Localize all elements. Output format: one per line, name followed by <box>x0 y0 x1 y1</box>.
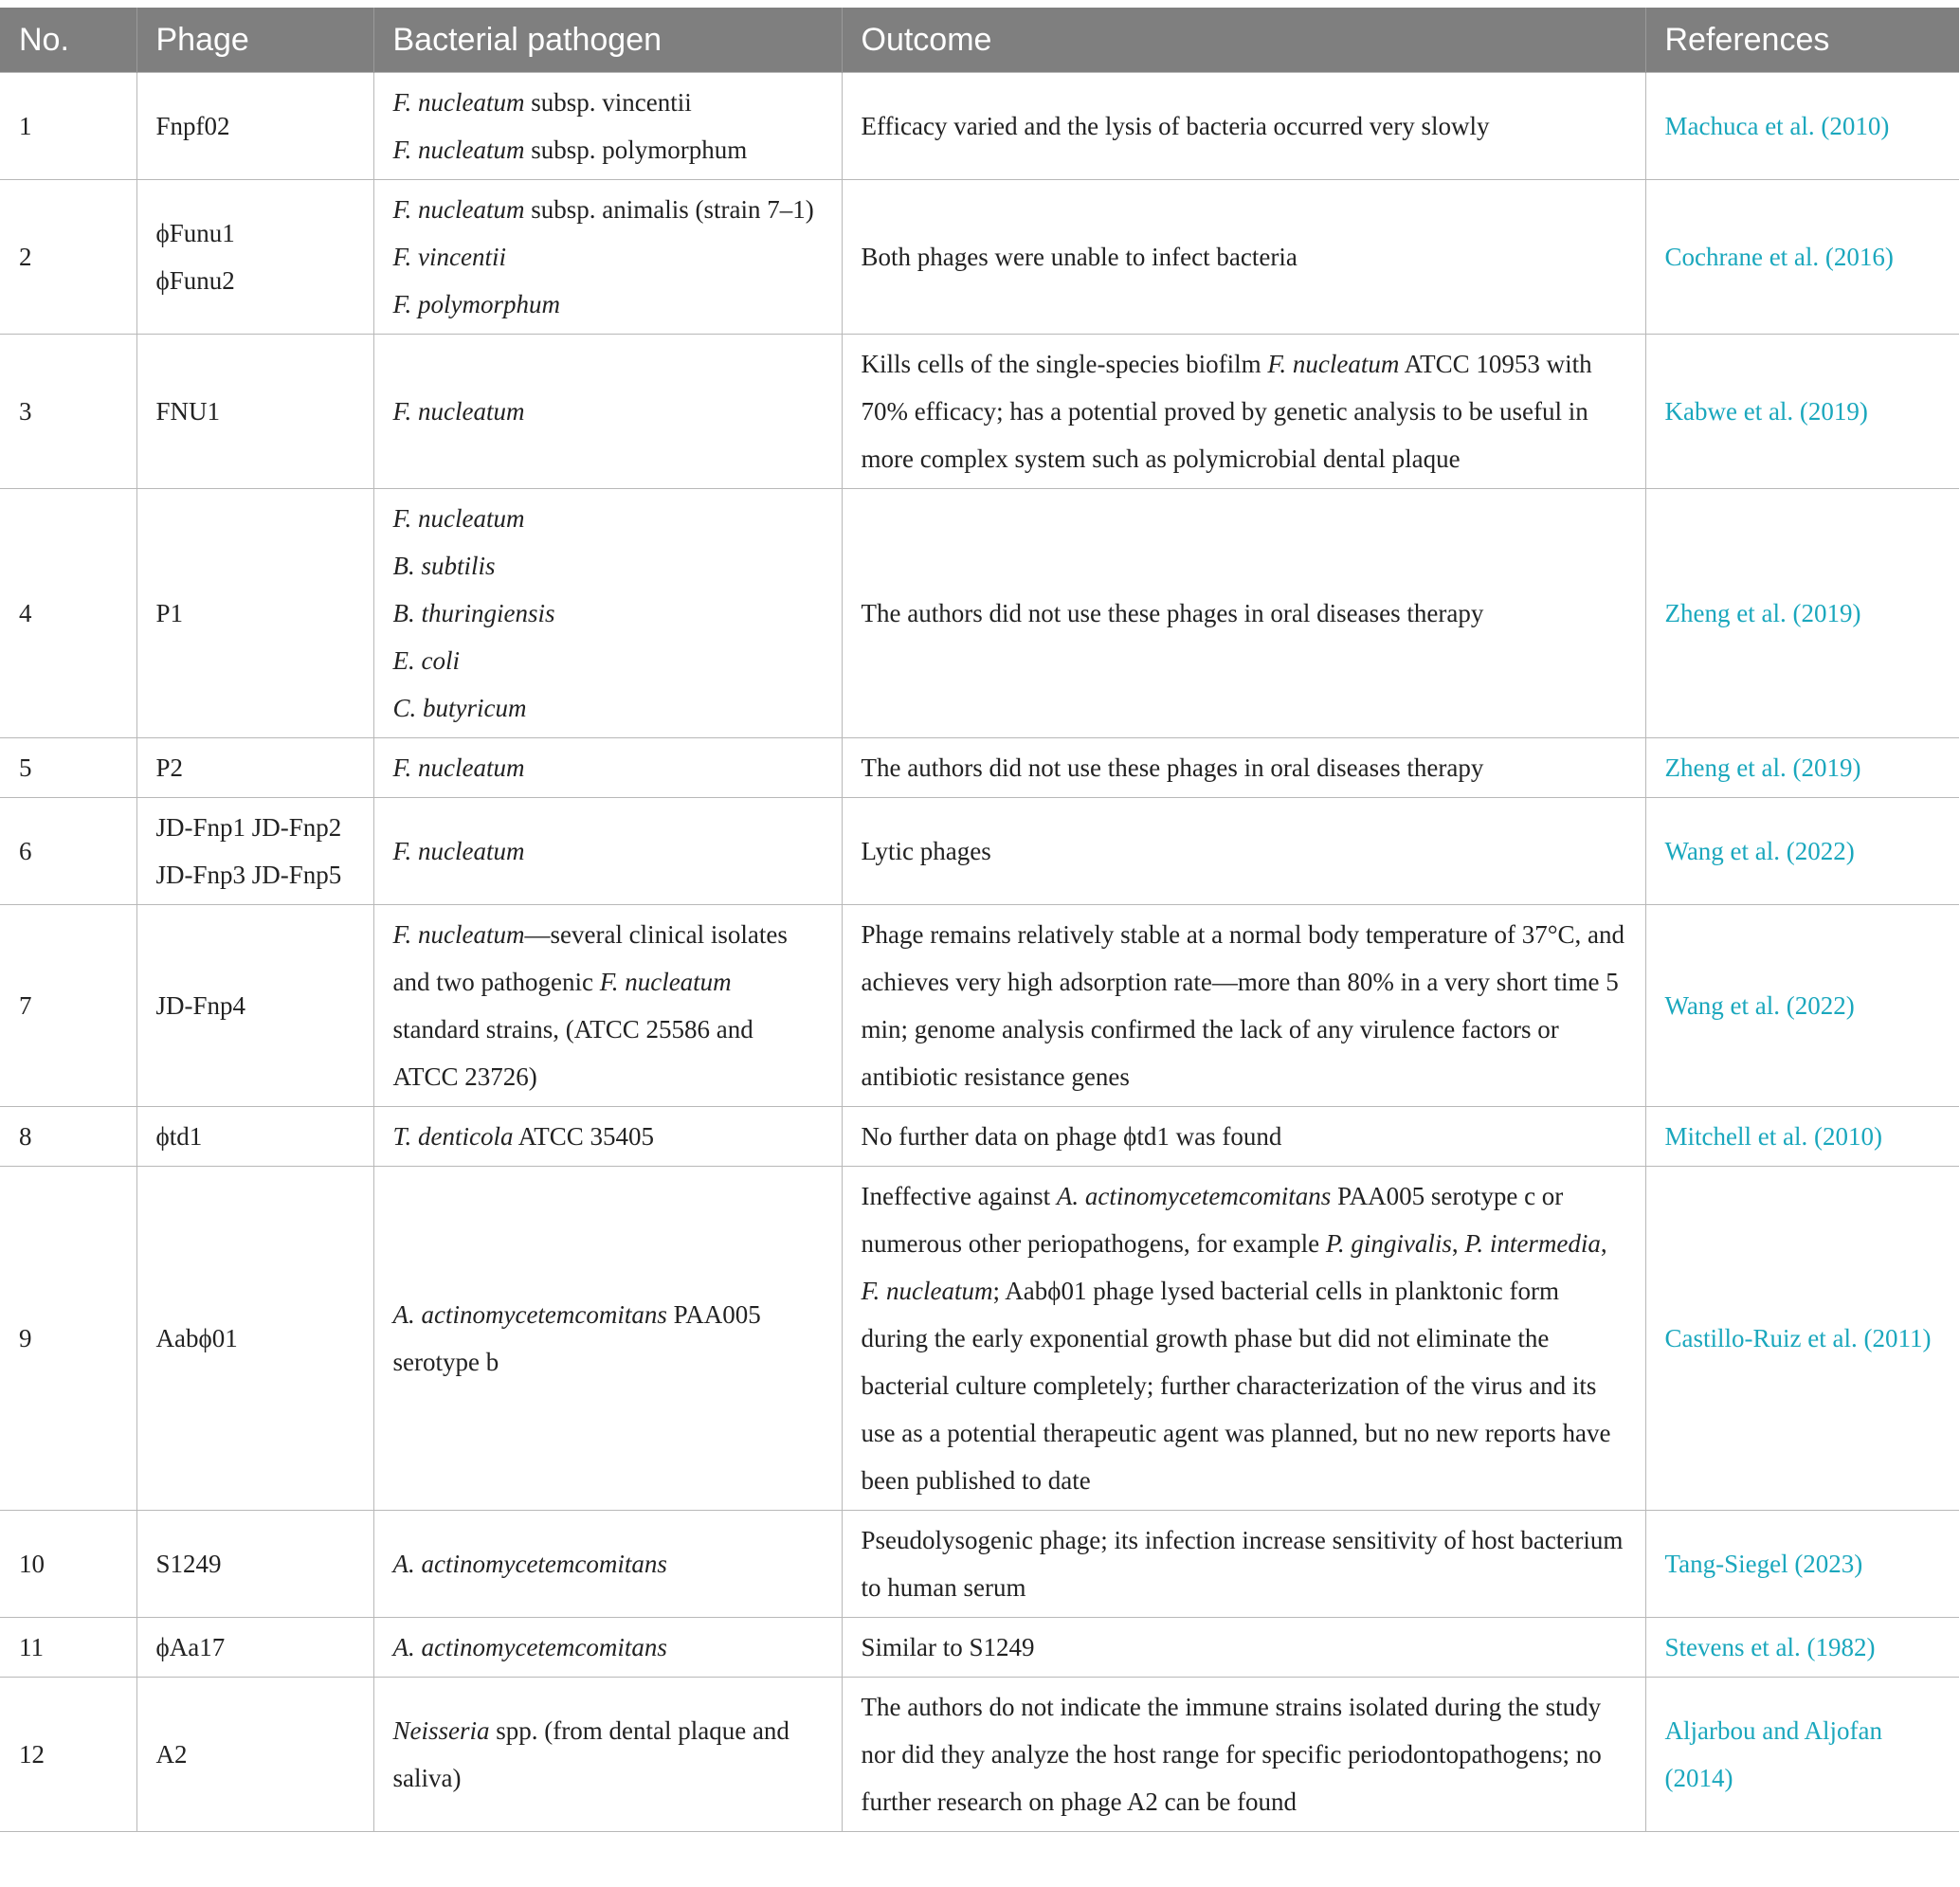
cell-reference-link[interactable]: Kabwe et al. (2019) <box>1645 335 1959 489</box>
cell-bacterial-pathogen: A. actinomycetemcomitans <box>373 1618 842 1678</box>
cell-reference-link[interactable]: Aljarbou and Aljofan (2014) <box>1645 1678 1959 1832</box>
table-row <box>0 905 1959 1107</box>
table-row <box>0 335 1959 489</box>
cell-phage <box>136 905 373 1107</box>
phage-name: ϕAa17 <box>155 1633 226 1661</box>
phage-name: JD-Fnp3 JD-Fnp5 <box>155 861 342 889</box>
cell-no: 3 <box>0 335 136 489</box>
cell-outcome: The authors did not use these phages in oral diseases therapy <box>842 738 1645 798</box>
table-row <box>0 1678 1959 1832</box>
phage-name: JD-Fnp1 JD-Fnp2 <box>155 813 342 842</box>
cell-reference-link[interactable]: Zheng et al. (2019) <box>1645 489 1959 738</box>
cell-phage <box>136 335 373 489</box>
phage-name: Fnpf02 <box>155 112 230 140</box>
cell-reference-link[interactable]: Stevens et al. (1982) <box>1645 1618 1959 1678</box>
cell-reference-link[interactable]: Wang et al. (2022) <box>1645 798 1959 905</box>
cell-bacterial-pathogen: F. nucleatum subsp. vincentii F. nucleatum subsp. polymorphum <box>373 73 842 180</box>
cell-phage <box>136 489 373 738</box>
cell-phage <box>136 1167 373 1511</box>
cell-bacterial-pathogen: F. nucleatum <box>373 335 842 489</box>
cell-outcome: Phage remains relatively stable at a normal body temperature of 37°C, and achieves very high adsorption rate—more than 80% in a very short time 5 min; genome analysis confirmed the lack of any virulence factors or antibiotic resistance genes <box>842 905 1645 1107</box>
header-phage: Phage <box>136 8 373 73</box>
cell-no: 10 <box>0 1511 136 1618</box>
cell-no: 9 <box>0 1167 136 1511</box>
table-body <box>0 73 1959 1832</box>
cell-outcome: The authors do not indicate the immune strains isolated during the study nor did they analyze the host range for specific periodontopathogens; no further research on phage A2 can be found <box>842 1678 1645 1832</box>
cell-bacterial-pathogen: F. nucleatum <box>373 738 842 798</box>
cell-outcome: Kills cells of the single-species biofilm F. nucleatum ATCC 10953 with 70% efficacy; has a potential proved by genetic analysis to be useful in more complex system such as polymicrobial dental plaque <box>842 335 1645 489</box>
cell-outcome: Similar to S1249 <box>842 1618 1645 1678</box>
phage-name: ϕtd1 <box>155 1122 203 1151</box>
table-row <box>0 738 1959 798</box>
phage-name: S1249 <box>155 1550 222 1578</box>
table-row <box>0 489 1959 738</box>
phage-name: P1 <box>155 599 184 627</box>
cell-phage <box>136 73 373 180</box>
header-outcome: Outcome <box>842 8 1645 73</box>
cell-bacterial-pathogen: A. actinomycetemcomitans PAA005 serotype b <box>373 1167 842 1511</box>
header-row <box>0 8 1959 73</box>
cell-reference-link[interactable]: Tang-Siegel (2023) <box>1645 1511 1959 1618</box>
table-row <box>0 1511 1959 1618</box>
cell-no: 5 <box>0 738 136 798</box>
header-no: No. <box>0 8 136 73</box>
phage-name: ϕFunu1 <box>155 219 235 247</box>
phage-name: JD-Fnp4 <box>155 991 246 1020</box>
cell-phage <box>136 798 373 905</box>
cell-reference-link[interactable]: Machuca et al. (2010) <box>1645 73 1959 180</box>
header-references: References <box>1645 8 1959 73</box>
cell-phage <box>136 1107 373 1167</box>
cell-bacterial-pathogen: Neisseria spp. (from dental plaque and saliva) <box>373 1678 842 1832</box>
phage-table <box>0 8 1959 1832</box>
cell-reference-link[interactable]: Mitchell et al. (2010) <box>1645 1107 1959 1167</box>
cell-no: 6 <box>0 798 136 905</box>
cell-phage <box>136 1678 373 1832</box>
cell-no: 7 <box>0 905 136 1107</box>
table-row <box>0 73 1959 180</box>
table-row <box>0 180 1959 335</box>
table-row <box>0 1167 1959 1511</box>
cell-outcome: Efficacy varied and the lysis of bacteria occurred very slowly <box>842 73 1645 180</box>
cell-reference-link[interactable]: Wang et al. (2022) <box>1645 905 1959 1107</box>
cell-phage <box>136 738 373 798</box>
table-row <box>0 1107 1959 1167</box>
table-row <box>0 1618 1959 1678</box>
cell-outcome: Lytic phages <box>842 798 1645 905</box>
cell-bacterial-pathogen: F. nucleatum <box>373 798 842 905</box>
cell-reference-link[interactable]: Castillo-Ruiz et al. (2011) <box>1645 1167 1959 1511</box>
cell-reference-link[interactable]: Cochrane et al. (2016) <box>1645 180 1959 335</box>
cell-bacterial-pathogen: F. nucleatum subsp. animalis (strain 7–1) F. vincentii F. polymorphum <box>373 180 842 335</box>
cell-phage <box>136 1511 373 1618</box>
cell-outcome: No further data on phage ϕtd1 was found <box>842 1107 1645 1167</box>
cell-no: 2 <box>0 180 136 335</box>
cell-reference-link[interactable]: Zheng et al. (2019) <box>1645 738 1959 798</box>
phage-name: ϕFunu2 <box>155 266 235 295</box>
cell-phage <box>136 180 373 335</box>
header-bacterial-pathogen: Bacterial pathogen <box>373 8 842 73</box>
cell-no: 8 <box>0 1107 136 1167</box>
cell-bacterial-pathogen: F. nucleatum—several clinical isolates and two pathogenic F. nucleatum standard strains, (ATCC 25586 and ATCC 23726) <box>373 905 842 1107</box>
cell-phage <box>136 1618 373 1678</box>
cell-outcome: Ineffective against A. actinomycetemcomitans PAA005 serotype c or numerous other periopathogens, for example P. gingivalis, P. intermedia, F. nucleatum; Aabϕ01 phage lysed bacterial cells in planktonic form during the early exponential growth phase but did not eliminate the bacterial culture completely; further characterization of the virus and its use as a potential therapeutic agent was planned, but no new reports have been published to date <box>842 1167 1645 1511</box>
cell-outcome: The authors did not use these phages in oral diseases therapy <box>842 489 1645 738</box>
table-row <box>0 798 1959 905</box>
cell-bacterial-pathogen: F. nucleatum B. subtilis B. thuringiensis E. coli C. butyricum <box>373 489 842 738</box>
cell-bacterial-pathogen: T. denticola ATCC 35405 <box>373 1107 842 1167</box>
cell-outcome: Pseudolysogenic phage; its infection increase sensitivity of host bacterium to human serum <box>842 1511 1645 1618</box>
phage-name: Aabϕ01 <box>155 1324 238 1352</box>
cell-no: 11 <box>0 1618 136 1678</box>
cell-no: 1 <box>0 73 136 180</box>
cell-no: 4 <box>0 489 136 738</box>
phage-name: FNU1 <box>155 397 221 426</box>
phage-name: P2 <box>155 753 184 782</box>
table-header <box>0 8 1959 73</box>
cell-no: 12 <box>0 1678 136 1832</box>
cell-outcome: Both phages were unable to infect bacteria <box>842 180 1645 335</box>
phage-name: A2 <box>155 1740 188 1769</box>
cell-bacterial-pathogen: A. actinomycetemcomitans <box>373 1511 842 1618</box>
